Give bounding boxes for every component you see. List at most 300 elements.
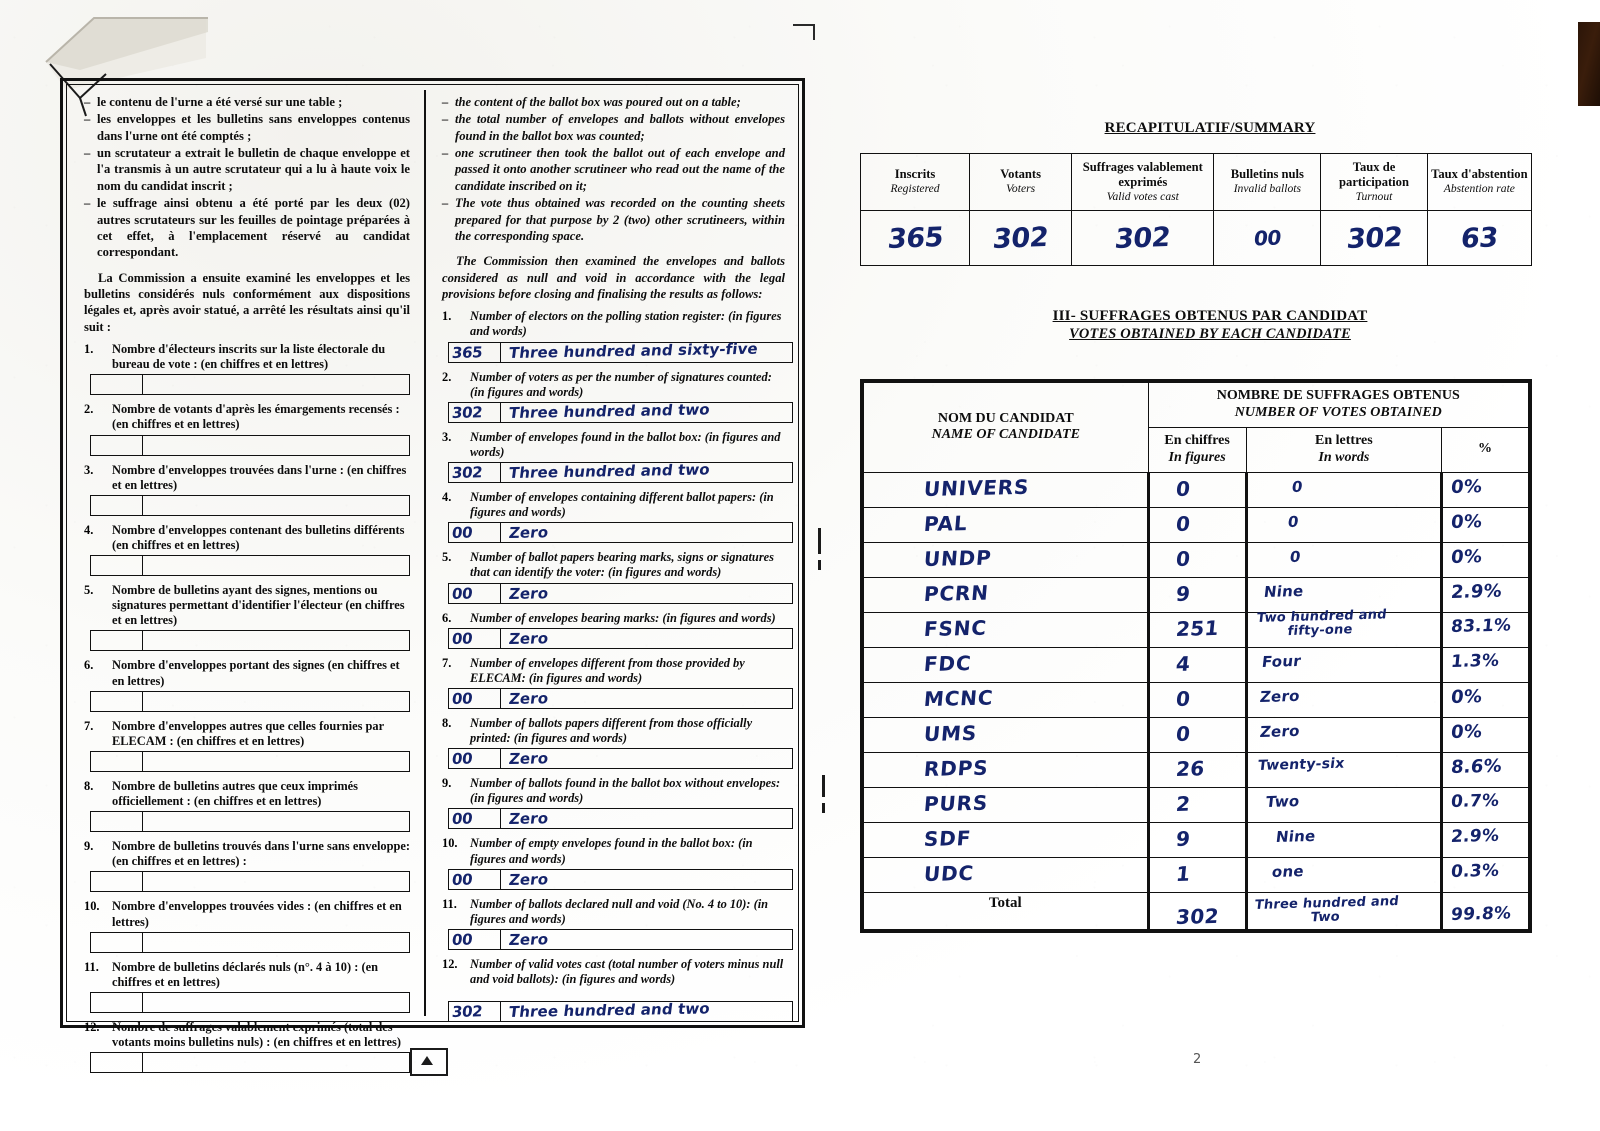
table-row	[862, 612, 1530, 647]
french-column	[72, 90, 422, 1050]
figures-cell[interactable]	[449, 930, 501, 949]
question-text: Nombre d'enveloppes trouvées vides : (en chiffres et en lettres)	[112, 899, 402, 929]
cell-figures[interactable]	[1148, 857, 1246, 892]
question-text: Number of voters as per the number of signatures counted: (in figures and words)	[470, 369, 772, 399]
handwritten-candidate: FDC	[922, 650, 973, 676]
answer-box[interactable]	[448, 462, 793, 483]
answer-box[interactable]	[90, 691, 410, 712]
words-cell[interactable]	[143, 752, 409, 771]
handwritten-figures: 251	[1174, 615, 1220, 641]
handwritten-words: Three hundred and two	[507, 460, 711, 483]
ink-mark	[822, 775, 825, 797]
question-text: Nombre d'enveloppes autres que celles fournies par ELECAM : (en chiffres et en lettres)	[112, 718, 384, 748]
french-bullet-list	[84, 94, 410, 261]
answer-box[interactable]	[90, 992, 410, 1013]
handwritten-value: 302	[1113, 221, 1172, 255]
summary-value-voters[interactable]	[970, 211, 1072, 266]
cell-percent[interactable]	[1442, 647, 1530, 682]
handwritten-figures: 0	[1174, 686, 1191, 711]
figures-cell[interactable]	[91, 496, 143, 515]
header-votes-obtained	[1148, 381, 1530, 427]
cell-figures[interactable]	[1148, 822, 1246, 857]
words-cell[interactable]	[143, 933, 409, 952]
handwritten-words: Zero	[507, 749, 550, 769]
answer-box[interactable]	[90, 374, 410, 395]
label-en: Invalid ballots	[1233, 182, 1301, 196]
question-text: Nombre d'enveloppes trouvées dans l'urne : (en chiffres et en lettres)	[112, 462, 407, 492]
question-text: Nombre d'électeurs inscrits sur la liste électorale du bureau de vote : (en chiffres et en lettres)	[112, 342, 386, 372]
cell-words[interactable]	[1246, 472, 1441, 507]
list-item: – one scrutineer then took the ballot out of each envelope and passed it onto another scrutineer who read out the name of the candidate inscribed on it;	[442, 145, 785, 194]
cell-total-figures[interactable]	[1148, 892, 1246, 931]
form-item-12	[84, 1020, 410, 1073]
english-question-list	[442, 309, 785, 1022]
cell-candidate-name[interactable]	[862, 752, 1148, 787]
answer-box[interactable]	[90, 495, 410, 516]
handwritten-words: 0	[1288, 547, 1302, 566]
figures-cell[interactable]	[91, 752, 143, 771]
figures-cell[interactable]	[449, 870, 501, 889]
answer-box[interactable]	[448, 522, 793, 543]
cell-percent[interactable]	[1442, 752, 1530, 787]
cell-figures[interactable]	[1148, 717, 1246, 752]
cell-total-words[interactable]	[1246, 892, 1441, 931]
answer-box[interactable]	[448, 808, 793, 829]
handwritten-percent: 0%	[1450, 475, 1484, 498]
handwritten-value: 365	[885, 221, 945, 255]
ink-mark	[818, 528, 821, 554]
cell-percent[interactable]	[1442, 577, 1530, 612]
question-text: Nombre de bulletins déclarés nuls (n°. 4 à 10) : (en chiffres et en lettres)	[112, 959, 378, 989]
handwritten-candidate: MCNC	[922, 685, 995, 711]
cell-percent[interactable]	[1442, 612, 1530, 647]
cell-figures[interactable]	[1148, 787, 1246, 822]
figures-cell[interactable]	[449, 523, 501, 542]
figures-cell[interactable]	[91, 631, 143, 650]
label-fr: Taux de participation	[1339, 160, 1409, 189]
words-cell[interactable]	[143, 556, 409, 575]
words-cell[interactable]	[143, 812, 409, 831]
table-row	[862, 682, 1530, 717]
cell-figures[interactable]	[1148, 752, 1246, 787]
label-en: In figures	[1168, 449, 1226, 465]
candidates-table	[860, 379, 1532, 932]
cell-figures[interactable]	[1148, 612, 1246, 647]
form-item-6	[84, 658, 410, 711]
handwritten-figures: 00	[451, 870, 474, 889]
handwritten-percent: 0.3%	[1450, 860, 1501, 882]
answer-box[interactable]	[90, 751, 410, 772]
cell-words[interactable]	[1246, 682, 1441, 717]
cell-percent[interactable]	[1442, 507, 1530, 542]
cell-candidate-name[interactable]	[862, 472, 1148, 507]
table-row	[862, 752, 1530, 787]
cell-percent[interactable]	[1442, 857, 1530, 892]
cell-percent[interactable]	[1442, 472, 1530, 507]
cell-candidate-name[interactable]	[862, 682, 1148, 717]
table-row-total	[862, 892, 1530, 931]
words-cell[interactable]	[501, 689, 792, 708]
cell-figures[interactable]	[1148, 647, 1246, 682]
handwritten-figures: 2	[1174, 791, 1191, 816]
handwritten-words: Zero	[507, 523, 550, 543]
handwritten-candidate: PURS	[922, 790, 990, 816]
answer-box[interactable]	[90, 630, 410, 651]
words-cell[interactable]	[501, 584, 792, 603]
summary-value-invalid[interactable]	[1214, 211, 1321, 266]
handwritten-figures: 9	[1174, 826, 1191, 851]
handwritten-figures: 4	[1174, 651, 1191, 676]
figures-cell[interactable]	[449, 749, 501, 768]
handwritten-figures: 00	[451, 930, 474, 949]
list-item: – les enveloppes et les bulletins sans enveloppes contenus dans l'urne ont été comptés ;	[84, 111, 410, 144]
cell-words[interactable]	[1246, 787, 1441, 822]
handwritten-figures: 26	[1174, 755, 1206, 781]
cell-percent[interactable]	[1442, 787, 1530, 822]
handwritten-value: 63	[1459, 222, 1500, 255]
handwritten-candidate: UNDP	[922, 545, 993, 571]
form-item-6	[442, 611, 785, 649]
question-text: Number of envelopes found in the ballot box: (in figures and words)	[470, 429, 781, 459]
answer-box[interactable]	[448, 402, 793, 423]
label-fr: NOMBRE DE SUFFRAGES OBTENUS	[1216, 388, 1460, 404]
handwritten-candidate: UNIVERS	[922, 474, 1031, 501]
cell-words[interactable]	[1246, 542, 1441, 577]
table-row	[862, 472, 1530, 507]
figures-cell[interactable]	[449, 629, 501, 648]
summary-col-turnout	[1321, 154, 1427, 211]
answer-box[interactable]	[90, 871, 410, 892]
handwritten-figures: 365	[451, 342, 484, 362]
words-cell[interactable]	[143, 872, 409, 891]
words-cell[interactable]	[143, 1053, 409, 1072]
header-in-figures	[1148, 427, 1246, 472]
handwritten-value: 302	[1344, 221, 1404, 255]
cell-candidate-name[interactable]	[862, 577, 1148, 612]
question-text: Number of envelopes bearing marks: (in figures and words)	[470, 610, 776, 625]
handwritten-words: Nine	[1262, 581, 1305, 601]
form-item-4	[442, 490, 785, 543]
candidates-title-en-text: VOTES OBTAINED BY EACH CANDIDATE	[1069, 326, 1351, 343]
label-en: Valid votes cast	[1106, 189, 1179, 203]
figures-cell[interactable]	[91, 993, 143, 1012]
label-fr: Votants	[1000, 167, 1042, 182]
handwritten-candidate: FSNC	[922, 615, 988, 641]
ink-mark	[818, 560, 821, 570]
table-row	[862, 507, 1530, 542]
candidates-title-en	[860, 326, 1560, 343]
form-item-9	[442, 776, 785, 829]
cell-figures[interactable]	[1148, 472, 1246, 507]
answer-box[interactable]	[90, 1052, 410, 1073]
cell-words[interactable]	[1246, 822, 1441, 857]
handwritten-figures: 0	[1174, 511, 1191, 536]
handwritten-words: Zero	[1258, 721, 1301, 741]
figures-cell[interactable]	[449, 343, 501, 362]
handwritten-words: Three hundred and two	[507, 999, 711, 1022]
cell-percent[interactable]	[1442, 717, 1530, 752]
label-fr: Bulletins nuls	[1230, 167, 1304, 182]
label-fr: NOM DU CANDIDAT	[937, 410, 1074, 426]
handwritten-figures: 00	[451, 809, 474, 829]
handwritten-percent: 83.1%	[1450, 615, 1513, 637]
question-text: Number of ballots declared null and void (No. 4 to 10): (in figures and words)	[470, 896, 769, 926]
cell-percent[interactable]	[1442, 682, 1530, 717]
answer-box[interactable]	[90, 932, 410, 953]
cell-candidate-name[interactable]	[862, 542, 1148, 577]
cell-candidate-name[interactable]	[862, 612, 1148, 647]
answer-box[interactable]	[448, 1001, 793, 1022]
figures-cell[interactable]	[91, 933, 143, 952]
cell-figures[interactable]	[1148, 542, 1246, 577]
words-cell[interactable]	[501, 629, 792, 648]
figures-cell[interactable]	[91, 872, 143, 891]
candidates-table-wrapper	[860, 379, 1560, 932]
words-cell[interactable]	[501, 749, 792, 768]
figures-cell[interactable]	[91, 1053, 143, 1072]
words-cell[interactable]	[501, 339, 792, 362]
french-question-list	[84, 342, 410, 1073]
figures-cell[interactable]	[91, 556, 143, 575]
header-in-words	[1246, 427, 1441, 472]
english-bullet-list	[442, 94, 785, 244]
handwritten-words: 0	[1286, 512, 1300, 531]
handwritten-figures: 00	[451, 749, 474, 769]
figures-cell[interactable]	[449, 689, 501, 708]
cell-candidate-name[interactable]	[862, 857, 1148, 892]
label-fr: Inscrits	[894, 167, 936, 182]
right-panel	[860, 120, 1560, 933]
words-cell[interactable]	[501, 400, 792, 422]
answer-box[interactable]	[448, 628, 793, 649]
question-text: Number of envelopes containing different ballot papers: (in figures and words)	[470, 490, 774, 520]
form-item-1	[442, 309, 785, 362]
figures-cell[interactable]	[449, 1002, 501, 1021]
form-item-2	[84, 402, 410, 455]
words-cell[interactable]	[501, 809, 792, 828]
words-cell[interactable]	[501, 460, 792, 483]
table-header-row	[861, 154, 1532, 211]
table-row	[862, 822, 1530, 857]
words-cell[interactable]	[501, 930, 792, 949]
answer-box[interactable]	[448, 339, 793, 363]
handwritten-words: Nine	[1274, 826, 1317, 846]
handwritten-figures: 302	[1174, 903, 1220, 929]
figures-cell[interactable]	[449, 403, 501, 422]
handwritten-words: Zero	[507, 629, 550, 648]
cell-words[interactable]	[1246, 752, 1441, 787]
table-row	[862, 857, 1530, 892]
figures-cell[interactable]	[91, 812, 143, 831]
candidates-table-body	[862, 472, 1530, 931]
handwritten-words: Zero	[507, 930, 550, 949]
column-divider	[424, 90, 426, 1016]
form-item-7	[442, 656, 785, 709]
handwritten-words: Zero	[507, 809, 550, 829]
minutes-form-sheet	[60, 78, 805, 1050]
handwritten-figures: 00	[451, 523, 474, 543]
handwritten-candidate: PAL	[922, 510, 969, 536]
handwritten-words: Zero	[1258, 686, 1301, 706]
words-cell[interactable]	[143, 993, 409, 1012]
label-en: NAME OF CANDIDATE	[931, 427, 1080, 443]
handwritten-candidate: UMS	[922, 720, 979, 746]
summary-value-row	[861, 211, 1532, 266]
question-text: Number of ballots found in the ballot box without envelopes: (in figures and words)	[470, 776, 781, 806]
form-item-1	[84, 342, 410, 395]
cell-percent[interactable]	[1442, 542, 1530, 577]
scan-edge-artifact	[1578, 22, 1600, 106]
answer-box[interactable]	[448, 688, 793, 709]
cell-figures[interactable]	[1148, 507, 1246, 542]
handwritten-words: Four	[1260, 651, 1302, 671]
english-paragraph: The Commission then examined the envelopes and ballots considered as null and void in accordance with the legal provisions before closing and finalising the results as follows:	[442, 254, 785, 301]
summary-table	[860, 153, 1532, 266]
answer-box[interactable]	[448, 929, 793, 950]
words-cell[interactable]	[501, 999, 792, 1022]
question-text: Number of electors on the polling station register: (in figures and words)	[470, 309, 782, 339]
handwritten-figures: 00	[451, 689, 474, 708]
question-text: Nombre de bulletins autres que ceux imprimés officiellement : (en chiffres et en lettres)	[112, 778, 358, 809]
handwritten-figures: 0	[1174, 546, 1191, 571]
question-text: Nombre d'enveloppes portant des signes (en chiffres et en lettres)	[112, 658, 400, 688]
figures-cell[interactable]	[91, 436, 143, 455]
handwritten-words: 0	[1290, 477, 1304, 496]
form-item-9	[84, 839, 410, 892]
cell-candidate-name[interactable]	[862, 822, 1148, 857]
summary-value-turnout[interactable]	[1321, 211, 1427, 266]
table-row	[862, 787, 1530, 822]
summary-table-wrapper	[860, 153, 1560, 266]
form-item-4	[84, 523, 410, 576]
form-item-3	[442, 430, 785, 483]
form-item-5	[84, 583, 410, 651]
form-item-7	[84, 719, 410, 772]
question-text: Number of ballot papers bearing marks, signs or signatures that can identify the voter: (in figures and words)	[470, 550, 774, 580]
handwritten-percent: 0%	[1450, 545, 1484, 568]
handwritten-percent: 2.9%	[1450, 580, 1503, 603]
form-item-8	[84, 779, 410, 832]
cell-figures[interactable]	[1148, 682, 1246, 717]
answer-box[interactable]	[90, 555, 410, 576]
answer-box[interactable]	[90, 435, 410, 456]
handwritten-words: Three hundred and Two	[1253, 893, 1400, 925]
answer-box[interactable]	[448, 869, 793, 890]
figures-cell[interactable]	[91, 375, 143, 394]
question-text: Number of envelopes different from those provided by ELECAM: (in figures and words)	[470, 655, 745, 685]
cell-words[interactable]	[1246, 647, 1441, 682]
handwritten-figures: 0	[1174, 476, 1191, 501]
handwritten-words: Twenty-six	[1256, 755, 1346, 774]
table-row	[862, 647, 1530, 682]
handwritten-words: Three hundred and two	[507, 400, 711, 422]
handwritten-value: 302	[991, 221, 1050, 255]
form-item-8	[442, 716, 785, 769]
answer-box[interactable]	[448, 583, 793, 604]
cell-words[interactable]	[1246, 577, 1441, 612]
handwritten-candidate: UDC	[922, 860, 976, 886]
cell-candidate-name[interactable]	[862, 717, 1148, 752]
cell-words[interactable]	[1246, 717, 1441, 752]
question-text: Number of empty envelopes found in the ballot box: (in figures and words)	[470, 836, 753, 866]
words-cell[interactable]	[143, 631, 409, 650]
form-item-10	[442, 836, 785, 889]
question-text: Nombre de votants d'après les émargements recensés : (en chiffres et en lettres)	[112, 402, 400, 432]
summary-value-abstention[interactable]	[1427, 211, 1531, 266]
cell-words[interactable]	[1246, 606, 1441, 647]
cell-percent[interactable]	[1442, 822, 1530, 857]
summary-value-registered[interactable]	[861, 211, 970, 266]
form-item-2	[442, 370, 785, 423]
words-cell[interactable]	[143, 692, 409, 711]
cell-candidate-name[interactable]	[862, 787, 1148, 822]
handwritten-figures: 9	[1174, 581, 1191, 606]
figures-cell[interactable]	[91, 692, 143, 711]
french-paragraph: La Commission a ensuite examiné les enveloppes et les bulletins considérés nuls conformément aux dispositions légales et, après avoir statué, a arrêté les résultats ainsi qu'il suit :	[84, 270, 410, 334]
figures-cell[interactable]	[449, 463, 501, 482]
handwritten-words: one	[1270, 861, 1305, 881]
words-cell[interactable]	[143, 496, 409, 515]
form-item-10	[84, 899, 410, 952]
label-fr: Suffrages valablement exprimés	[1082, 160, 1203, 189]
form-item-5	[442, 550, 785, 603]
list-item: – le suffrage ainsi obtenu a été porté par les deux (02) autres scrutateurs sur les feuilles de pointage préparées à cet effet, à l'emplacement réservé au candidat correspondant.	[84, 195, 410, 260]
cell-candidate-name[interactable]	[862, 507, 1148, 542]
form-item-11	[442, 897, 785, 950]
cell-total-percent[interactable]	[1442, 892, 1530, 931]
cell-words[interactable]	[1246, 857, 1441, 892]
handwritten-words: Zero	[507, 870, 550, 889]
candidates-title-fr: III- SUFFRAGES OBTENUS PAR CANDIDAT	[1052, 308, 1368, 325]
cell-candidate-name[interactable]	[862, 647, 1148, 682]
label-fr: En chiffres	[1164, 432, 1230, 448]
handwritten-words: Zero	[507, 689, 550, 708]
figures-cell[interactable]	[449, 809, 501, 828]
words-cell[interactable]	[501, 523, 792, 542]
label-fr: Taux d'abstention	[1431, 167, 1528, 182]
header-candidate-name	[862, 381, 1148, 472]
page-marker-icon	[410, 1048, 448, 1076]
list-item: – the content of the ballot box was poured out on a table;	[442, 94, 785, 110]
summary-value-valid-votes[interactable]	[1072, 211, 1214, 266]
handwritten-percent: 99.8%	[1450, 903, 1513, 925]
table-row	[862, 542, 1530, 577]
candidates-section-heading	[860, 308, 1560, 343]
list-item: – the total number of envelopes and ballots without envelopes found in the ballot box was counted;	[442, 111, 785, 144]
handwritten-percent: 0%	[1450, 685, 1484, 708]
cell-figures[interactable]	[1148, 577, 1246, 612]
label-en: Turnout	[1355, 189, 1393, 203]
words-cell[interactable]	[143, 436, 409, 455]
handwritten-percent: 8.6%	[1450, 755, 1503, 778]
form-item-3	[84, 463, 410, 516]
label-en: NUMBER OF VOTES OBTAINED	[1234, 405, 1442, 421]
figures-cell[interactable]	[449, 584, 501, 603]
summary-col-invalid	[1214, 154, 1321, 211]
label-fr: En lettres	[1315, 432, 1373, 448]
handwritten-figures: 302	[451, 1002, 484, 1022]
table-row	[862, 717, 1530, 752]
label-en: In words	[1318, 449, 1370, 465]
cell-words[interactable]	[1246, 507, 1441, 542]
words-cell[interactable]	[501, 870, 792, 889]
summary-col-abstention	[1427, 154, 1531, 211]
crop-mark-icon	[793, 24, 815, 40]
handwritten-words: Three hundred and sixty-five	[507, 339, 759, 362]
words-cell[interactable]	[143, 375, 409, 394]
answer-box[interactable]	[448, 748, 793, 769]
answer-box[interactable]	[90, 811, 410, 832]
